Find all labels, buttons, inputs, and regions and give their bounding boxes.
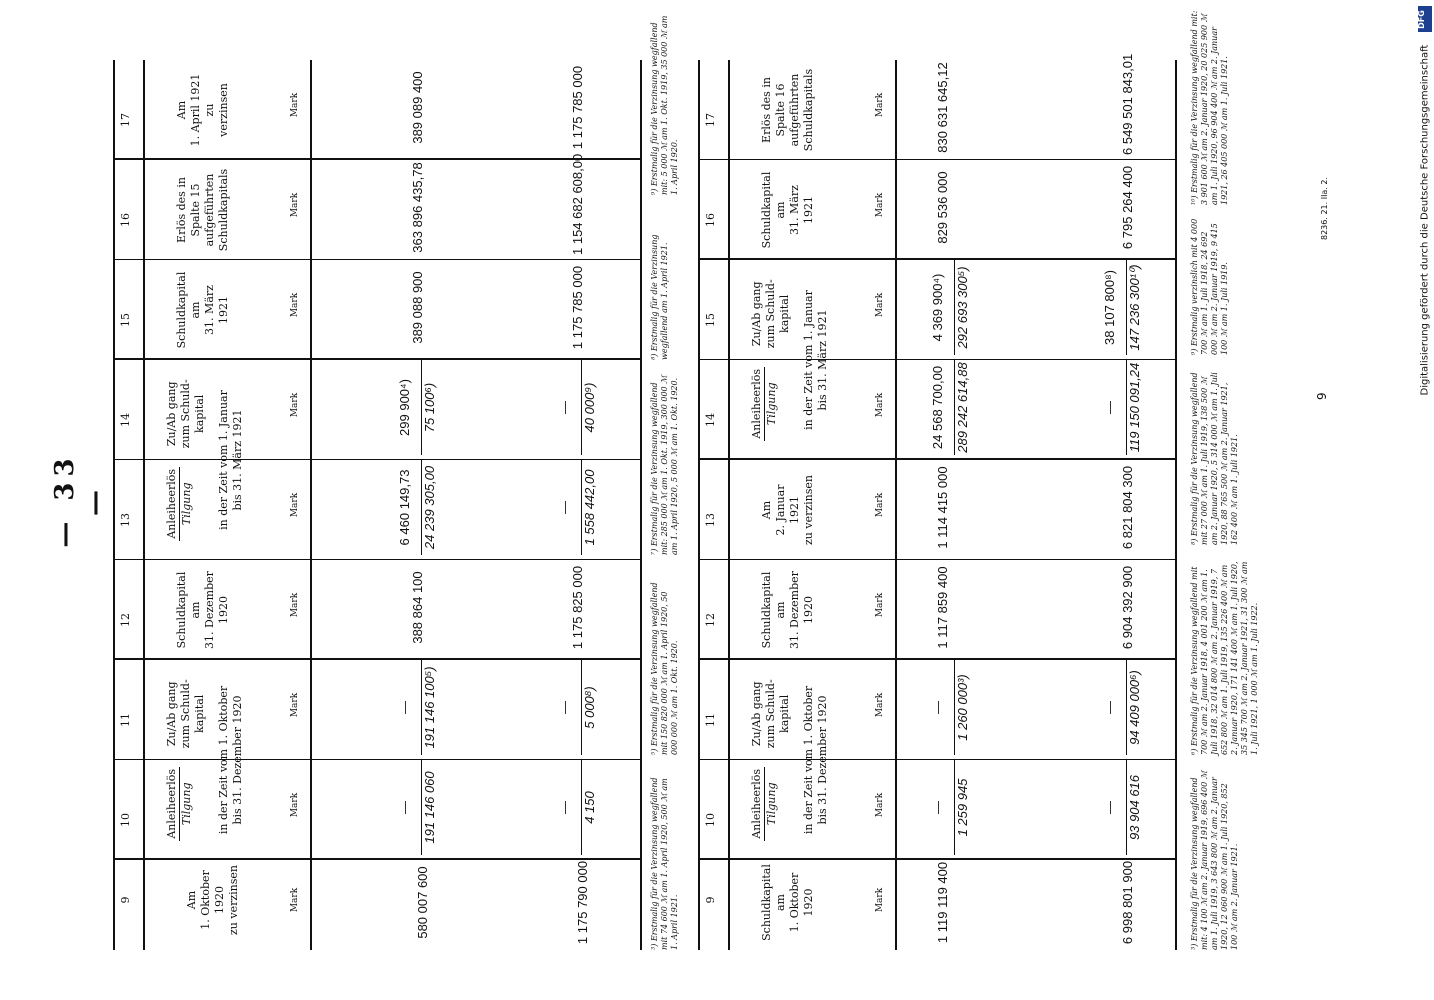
- unit-label: Mark: [290, 392, 300, 418]
- col-number: 13: [704, 513, 717, 527]
- table-cell: 1 175 825 000: [570, 565, 585, 650]
- footnote: ⁶) Erstmalig für die Verzinsung wegfallend mit 700 ℳ am 2. Januar 1918, 4 001 200 ℳ am 1. Juli 1918, 32 014 800 ℳ am 2. Januar 1919, 7 652 800 ℳ am 1. Juli 1919, 135 226 400 ℳ am 2. Januar 1920, 171 141 400 ℳ am 1. Juli 1920, 35 345 700 ℳ am 2. Januar 1921, 31 300 ℳ am 1. Juli 1921, 1 000 ℳ am 1. Juli 1922.: [1190, 561, 1259, 755]
- table-cell: 292 693 300⁵): [954, 260, 970, 355]
- col-number: 9: [704, 896, 717, 904]
- header-rule: [310, 60, 312, 950]
- table-cell: 24 568 700,00: [930, 365, 945, 450]
- header-col16: Erlös des in Spalte 15 aufgeführten Schuldkapitals: [175, 168, 230, 252]
- header-col17: Am 1. April 1921 zu verzinsen: [175, 73, 230, 147]
- table-top-rule: [113, 60, 115, 950]
- table-cell: —: [1102, 701, 1117, 714]
- header-col9: Schuldkapital am 1. Oktober 1920: [760, 864, 815, 941]
- unit-label: Mark: [290, 92, 300, 118]
- header-col12: Schuldkapital am 31. Dezember 1920: [760, 571, 815, 649]
- table-cell: 1 119 119 400: [935, 861, 950, 944]
- header-col13-14: Anleiheerlös Tilgung Zu/Ab gang zum Schuld- kapital in der Zeit vom 1. Januar bis 31. März 1921: [165, 379, 244, 539]
- unit-label: Mark: [875, 392, 885, 418]
- table-cell: —: [397, 801, 412, 814]
- header-col17: Erlös des in Spalte 16 aufgeführten Schuldkapitals: [760, 68, 815, 152]
- col-number: 13: [119, 513, 132, 527]
- unit-label: Mark: [875, 792, 885, 818]
- table-cell: 830 631 645,12: [935, 62, 950, 153]
- column-rule: [113, 559, 640, 560]
- table-cell: 119 150 091,24: [1126, 360, 1142, 455]
- table-cell: 94 409 000⁶): [1126, 660, 1142, 755]
- column-rule: [113, 158, 640, 160]
- footnote: ⁸) Erstmalig für die Verzinsung wegfallend am 1. April 1921.: [650, 234, 669, 360]
- unit-label: Mark: [290, 492, 300, 518]
- footnote: ¹⁰) Erstmalig für die Verzinsung wegfallend mit: 3 901 600 ℳ am 2. Januar 1920, 20 025 900 ℳ am 1. Juli 1920, 96 904 400 ℳ am 2. Januar 1921, 26 405 000 ℳ am 1. Juli 1921.: [1190, 10, 1229, 205]
- sheet-number: 9: [1315, 392, 1329, 400]
- table-cell: 289 242 614,88: [954, 360, 970, 455]
- unit-label: Mark: [875, 92, 885, 118]
- unit-label: Mark: [875, 292, 885, 318]
- footnote: ⁷) Erstmalig für die Verzinsung wegfallend mit: 285 000 ℳ am 1. Okt. 1919, 300 000 ℳ am 1. April 1920, 5 000 ℳ am 1. Okt. 1920.: [650, 375, 679, 555]
- table-2: [690, 0, 1180, 1000]
- table-cell: 1 175 785 000: [570, 265, 585, 350]
- footnote: ³) Erstmalig für die Verzinsung wegfallend mit 74 600 ℳ am 1. April 1920, 500 ℳ am 1. April 1921.: [650, 777, 679, 950]
- unit-label: Mark: [875, 887, 885, 913]
- table-cell: 1 114 415 000: [935, 466, 950, 549]
- header-col16: Schuldkapital am 31. März 1921: [760, 171, 815, 249]
- table-cell: 1 558 442,00: [581, 460, 597, 555]
- unit-label: Mark: [875, 492, 885, 518]
- table-cell: 75 100⁶): [421, 360, 437, 455]
- table-cell: —: [557, 801, 572, 814]
- table-cell: 5 000⁸): [581, 660, 597, 755]
- table-cell: 389 089 400: [410, 71, 425, 144]
- table-cell: 1 117 859 400: [935, 566, 950, 649]
- col-number: 14: [119, 413, 132, 427]
- table-cell: 38 107 800⁸): [1102, 270, 1117, 345]
- unit-label: Mark: [290, 592, 300, 618]
- col-number: 12: [704, 613, 717, 627]
- header-rule: [895, 60, 897, 950]
- table-cell: —: [557, 701, 572, 714]
- unit-label: Mark: [290, 887, 300, 913]
- col-number: 10: [704, 813, 717, 827]
- header-col13: Am 2. Januar 1921 zu verzinsen: [760, 475, 815, 545]
- table-cell: 6 795 264 400: [1120, 165, 1135, 250]
- dfg-logo: DFG: [1418, 6, 1432, 32]
- table-cell: —: [1102, 401, 1117, 414]
- header-col15: Schuldkapital am 31. März 1921: [175, 271, 230, 349]
- table-cell: 24 239 305,00: [421, 460, 437, 555]
- table-cell: 93 904 616: [1126, 760, 1142, 855]
- header-col14-15: Anleiheerlös Tilgung Zu/Ab gang zum Schuld- kapital in der Zeit vom 1. Januar bis 31. März 1921: [750, 279, 829, 439]
- footnote: ⁹) Erstmalig verzinslich mit 4 000 700 ℳ am 1. Juli 1918, 24 692 000 ℳ am 2. Januar 1919, 9 415 100 ℳ am 1. Juli 1919.: [1190, 218, 1229, 355]
- col-number: 16: [119, 213, 132, 227]
- table-cell: —: [557, 501, 572, 514]
- table-cell: 6 821 804 300: [1120, 465, 1135, 550]
- dfg-credit: Digitalisierung gefördert durch die Deutsche Forschungsgemeinschaft: [1419, 44, 1431, 396]
- table-cell: 829 536 000: [935, 171, 950, 244]
- table-cell: 40 000⁹): [581, 360, 597, 455]
- unit-label: Mark: [875, 192, 885, 218]
- col-number: 9: [119, 896, 132, 904]
- unit-label: Mark: [290, 192, 300, 218]
- table-cell: 1 175 790 000: [575, 860, 590, 945]
- table-cell: —: [397, 701, 412, 714]
- table-cell: 4 369 900⁴): [930, 273, 945, 342]
- col-number: 12: [119, 613, 132, 627]
- header-col9: Am 1. Oktober 1920 zu verzinsen: [185, 865, 240, 935]
- col-number: 10: [119, 813, 132, 827]
- page-number: — 33 —: [50, 452, 110, 548]
- unit-label: Mark: [875, 592, 885, 618]
- table-cell: 1 260 000³): [954, 660, 970, 755]
- footnote: ⁸) Erstmalig für die Verzinsung wegfallend mit 27 000 ℳ am 1. Juli 1919, 138 500 ℳ am 2. Januar 1920, 5 314 000 ℳ am 1. Juli 1920, 88 765 500 ℳ am 2. Januar 1921, 162 400 ℳ am 1. Juli 1921.: [1190, 372, 1239, 545]
- print-identifier: 8236. 21. IIa. 2.: [1320, 176, 1329, 240]
- table-cell: —: [557, 401, 572, 414]
- table-cell: 580 007 600: [415, 866, 430, 939]
- unit-label: Mark: [290, 692, 300, 718]
- table-top-rule: [698, 60, 700, 950]
- table-bottom-rule: [640, 60, 642, 950]
- col-number: 14: [704, 413, 717, 427]
- col-number: 16: [704, 213, 717, 227]
- footnote: ³) Erstmalig für die Verzinsung wegfallend mit: 4 100 ℳ am 2. Januar 1919, 696 400 ℳ am 1. Juli 1919, 3 643 800 ℳ am 2. Januar 1920, 12 060 900 ℳ am 1. Juli 1920, 852 100 ℳ am 2. Januar 1921.: [1190, 770, 1239, 950]
- table-cell: —: [930, 801, 945, 814]
- table-cell: 4 150: [581, 760, 597, 855]
- footnote: ⁵) Erstmalig für die Verzinsung wegfallend mit 150 820 000 ℳ am 1. April 1920, 50 000 000 ℳ am 1. Okt. 1920.: [650, 582, 679, 755]
- header-col10-11: Anleiheerlös Tilgung Zu/Ab gang zum Schuld- kapital in der Zeit vom 1. Oktober bis 31. Dezember 1920: [165, 679, 244, 839]
- col-number: 11: [704, 713, 717, 727]
- table-cell: 1 259 945: [954, 760, 970, 855]
- col-number: 15: [119, 313, 132, 327]
- table-cell: 191 146 100⁵): [421, 660, 437, 755]
- table-cell: 6 549 501 843,01: [1120, 53, 1135, 155]
- table-cell: 6 460 149,73: [397, 469, 412, 546]
- table-1: [105, 0, 645, 1000]
- footnote: ⁹) Erstmalig für die Verzinsung wegfallend mit: 5 000 ℳ am 1. Okt. 1919, 35 000 ℳ am 1. April 1920.: [650, 15, 679, 195]
- header-col10-11: Anleiheerlös Tilgung Zu/Ab gang zum Schuld- kapital in der Zeit vom 1. Oktober bis 31. Dezember 1920: [750, 679, 829, 839]
- table-cell: 1 154 682 608,00: [570, 153, 585, 255]
- column-rule: [113, 259, 640, 260]
- col-number: 15: [704, 313, 717, 327]
- column-number-rule: [728, 60, 730, 950]
- table-cell: 6 904 392 900: [1120, 565, 1135, 650]
- table-cell: 147 236 300¹⁰): [1126, 260, 1143, 355]
- table-cell: 388 864 100: [410, 571, 425, 644]
- col-number: 17: [704, 113, 717, 127]
- table-cell: 1 175 785 000: [570, 65, 585, 150]
- unit-label: Mark: [290, 792, 300, 818]
- table-bottom-rule: [1175, 60, 1177, 950]
- table-cell: 389 088 900: [410, 271, 425, 344]
- table-cell: —: [930, 701, 945, 714]
- column-number-rule: [143, 60, 145, 950]
- table-cell: 363 896 435,78: [410, 162, 425, 253]
- table-cell: —: [1102, 801, 1117, 814]
- table-cell: 299 900⁴): [397, 379, 412, 436]
- header-col12: Schuldkapital am 31. Dezember 1920: [175, 571, 230, 649]
- col-number: 11: [119, 713, 132, 727]
- col-number: 17: [119, 113, 132, 127]
- unit-label: Mark: [875, 692, 885, 718]
- table-cell: 191 146 060: [421, 760, 437, 855]
- unit-label: Mark: [290, 292, 300, 318]
- table-cell: 6 998 801 900: [1120, 860, 1135, 945]
